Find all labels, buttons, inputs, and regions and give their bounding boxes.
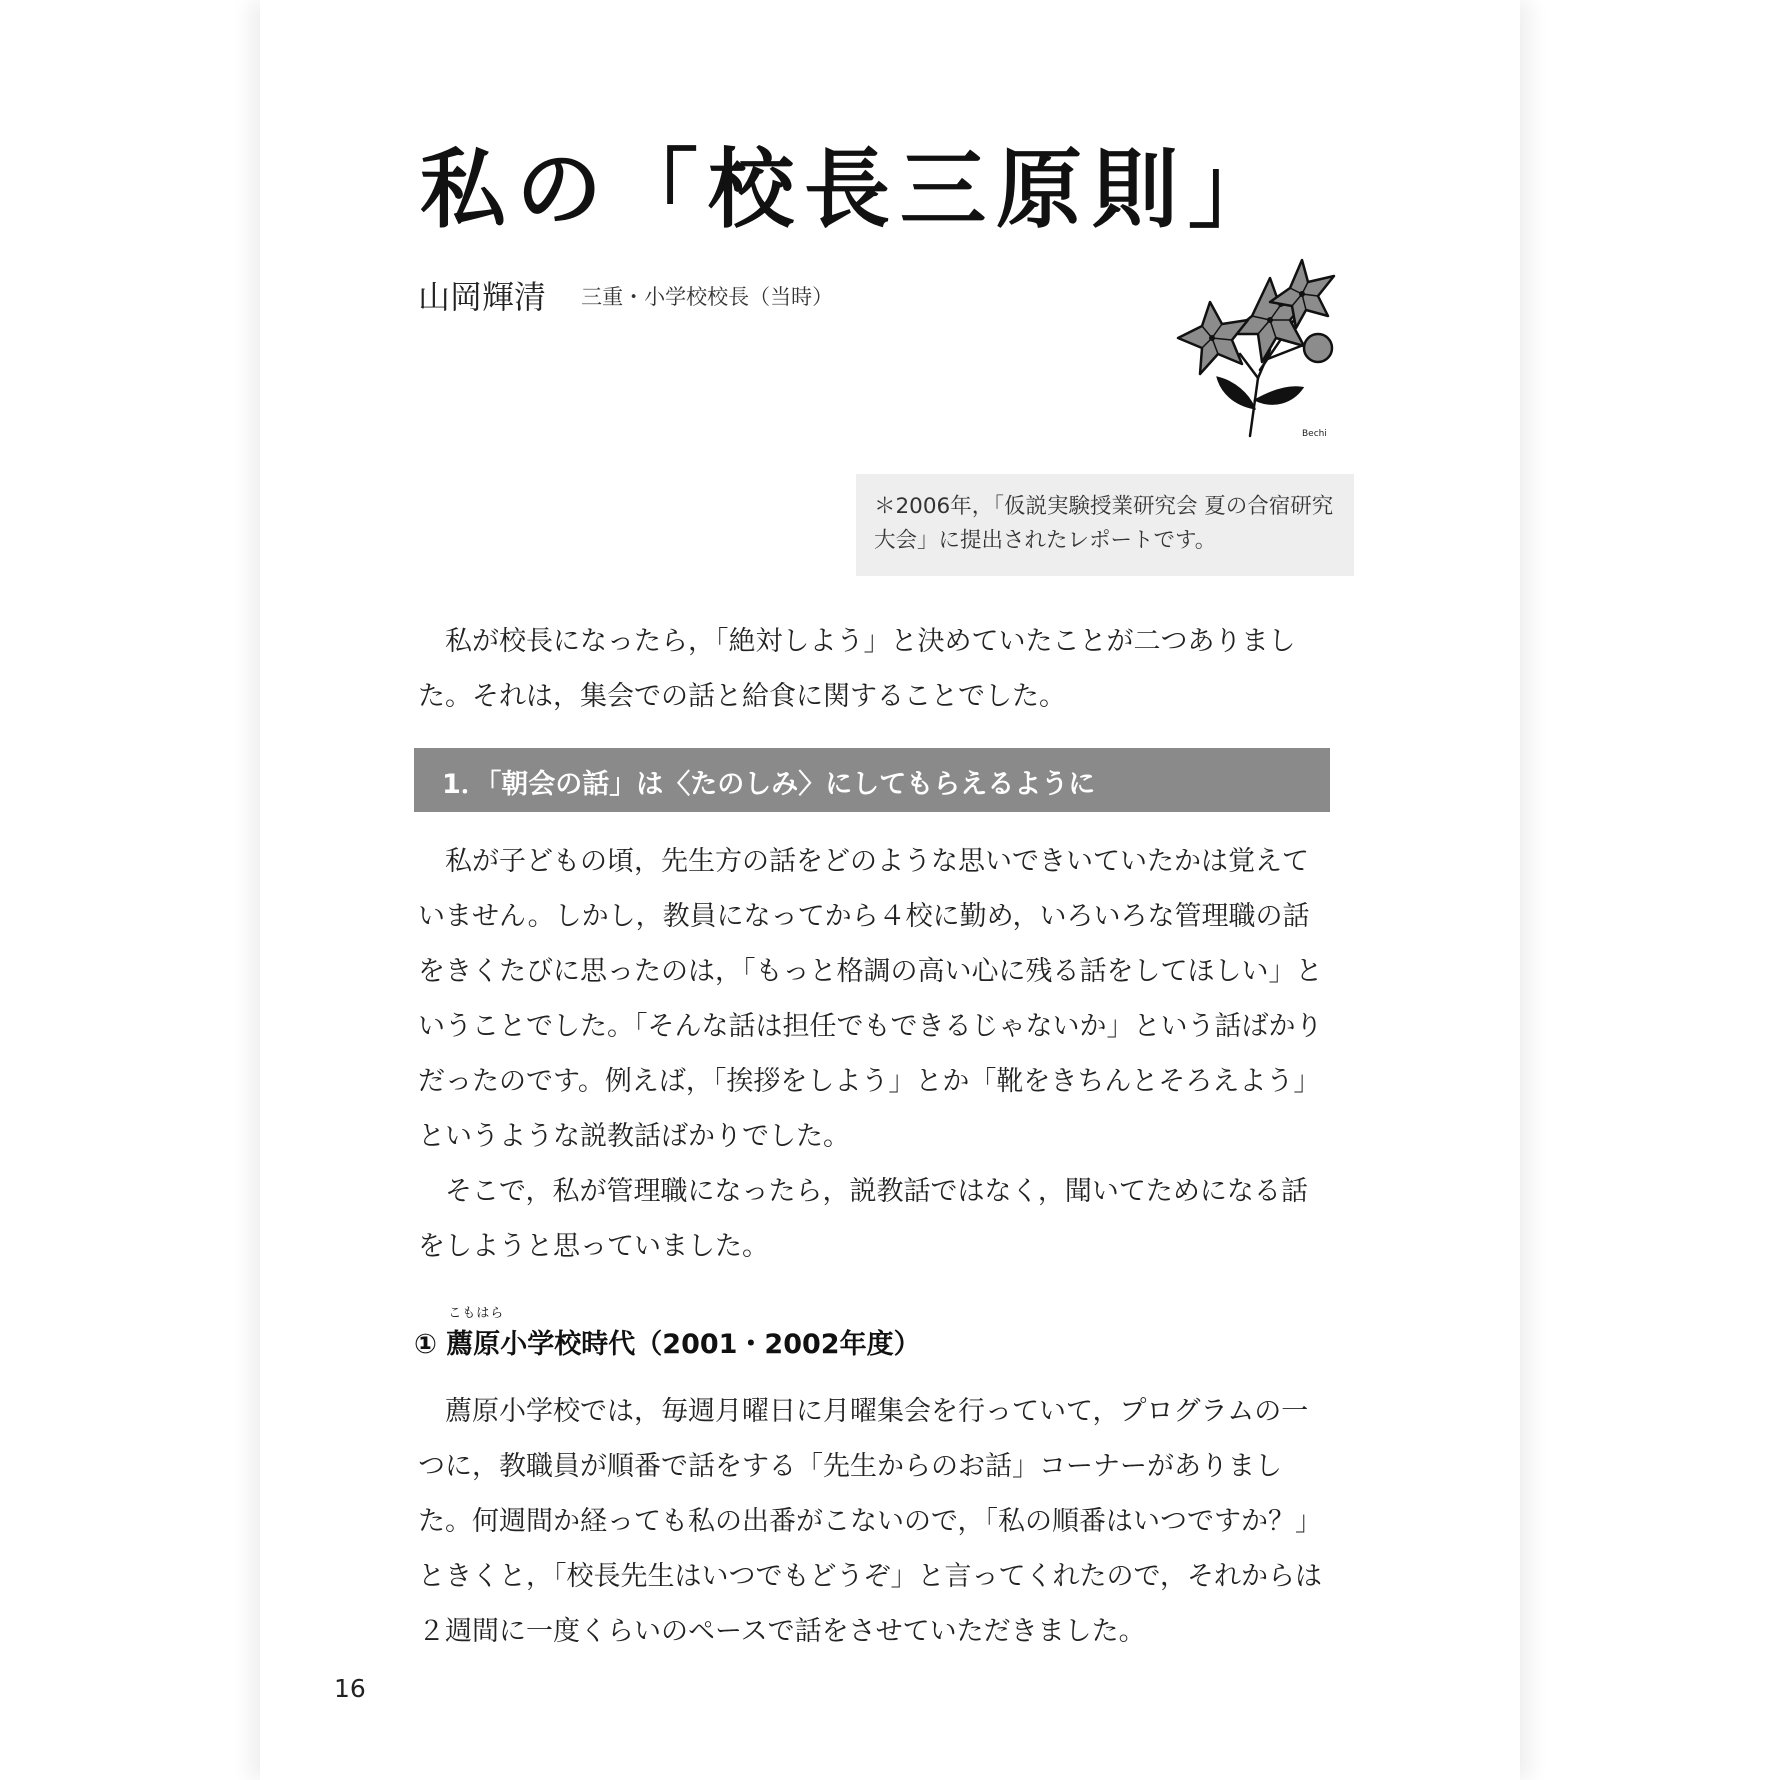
section-heading: 1．「朝会の話」は〈たのしみ〉にしてもらえるように xyxy=(442,769,1096,800)
ruby-base: 薦原 xyxy=(446,1329,501,1360)
intro-text xyxy=(418,614,1334,724)
note-box: ＊2006年，「仮説実験授業研究会 夏の合宿研究大会」に提出されたレポートです。 xyxy=(856,474,1354,576)
bellflower-illustration xyxy=(1170,258,1340,448)
paragraph: 私が子どもの頃，先生方の話をどのような思いできいていたかは覚えていません。しかし，教員になってから４校に勤め，いろいろな管理職の話をきくたびに思ったのは，「もっと格調の高い心に残る話をしてほしい」ということでした。「そんな話は担任でもできるじゃないか」という話ばかりだったのです。例えば，「挨拶をしよう」とか「靴をきちんとそろえよう」というような説教話ばかりでした。 xyxy=(418,846,1323,1152)
illustration-signature: Bechi xyxy=(1302,429,1327,439)
ruby-word xyxy=(446,1306,505,1361)
subheading xyxy=(414,1306,921,1361)
byline xyxy=(418,272,833,318)
paragraph: 薦原小学校では，毎週月曜日に月曜集会を行っていて，プログラムの一つに，教職員が順番で話をする「先生からのお話」コーナーがありました。何週間か経っても私の出番がこないので，「私の順番はいつですか？」ときくと，「校長先生はいつでもどうぞ」と言ってくれたので，それからは２週間に一度くらいのペースで話をさせていただきました。 xyxy=(418,1396,1322,1647)
subheading-number: ① xyxy=(414,1329,437,1360)
subheading-text: 小学校時代（2001・2002年度） xyxy=(500,1329,921,1360)
paragraph: そこで，私が管理職になったら，説教話ではなく，聞いてためになる話をしようと思っていました。 xyxy=(418,1176,1308,1262)
furigana: こもはら xyxy=(448,1306,505,1321)
author-name: 山岡輝清 xyxy=(418,278,547,316)
paragraph: 私が校長になったら，「絶対しよう」と決めていたことが二つありました。それは，集会での話と給食に関することでした。 xyxy=(418,626,1296,712)
author-affiliation: 三重・小学校校長（当時） xyxy=(581,285,834,309)
book-page xyxy=(260,0,1520,1780)
section-heading-bar xyxy=(414,748,1330,812)
page-title: 私の「校長三原則」 xyxy=(420,140,1284,240)
page-number: 16 xyxy=(334,1674,366,1703)
section-1-text xyxy=(418,834,1334,1274)
section-1a-text xyxy=(418,1384,1334,1659)
